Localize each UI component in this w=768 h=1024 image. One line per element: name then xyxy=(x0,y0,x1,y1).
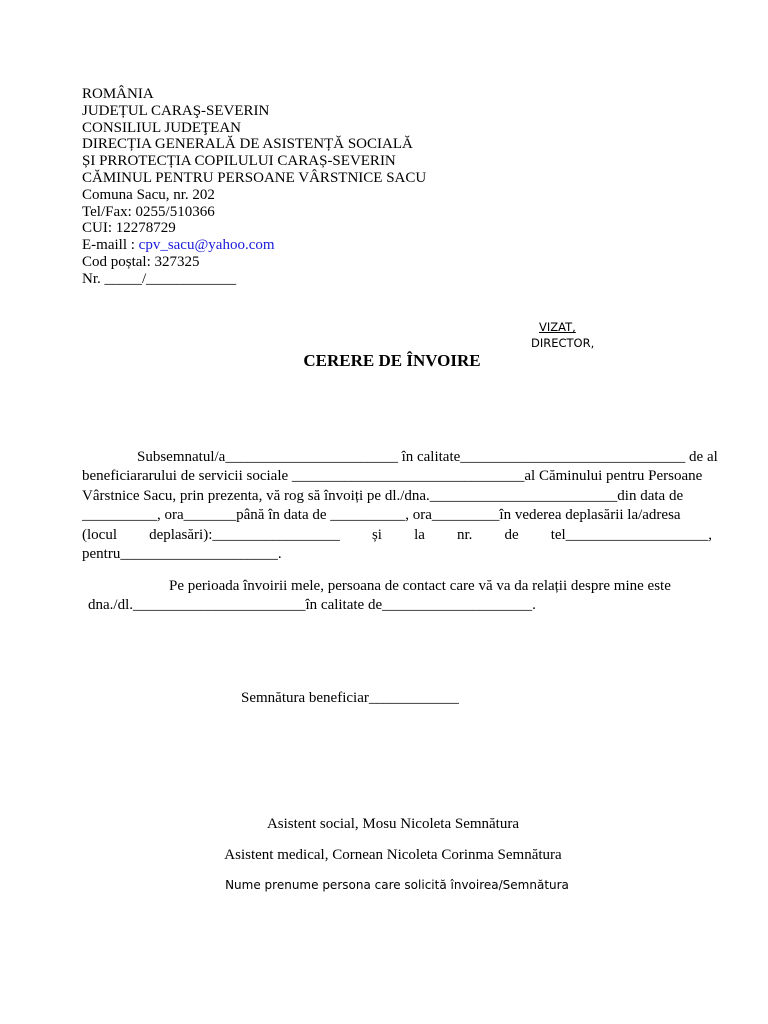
header-registration-number: Nr. _____/____________ xyxy=(82,270,237,287)
header-council: CONSILIUL JUDEŢEAN xyxy=(82,119,242,136)
director-label: DIRECTOR, xyxy=(531,336,595,350)
header-county: JUDEȚUL CARAŞ-SEVERIN xyxy=(82,102,270,119)
request-word: de xyxy=(504,526,519,543)
email-label: E-maill : xyxy=(82,237,139,254)
request-word: și xyxy=(371,526,382,543)
vizat-label: VIZAT, xyxy=(539,320,576,334)
request-line-6: pentru_____________________. xyxy=(82,546,282,563)
request-line-2: beneficiararului de servicii sociale _______________________________al Căminului pentru Persoane xyxy=(82,468,703,485)
header-directorate: DIRECȚIA GENERALĂ DE ASISTENȚĂ SOCIALĂ xyxy=(82,136,413,153)
header-phone: Tel/Fax: 0255/510366 xyxy=(82,203,215,220)
requester-signature: Nume prenume persona care solicită învoirea/Semnătura xyxy=(225,878,569,892)
request-line-1: Subsemnatul/a_______________________ în calitate______________________________ de al xyxy=(137,449,718,465)
header-postal-code: Cod poștal: 327325 xyxy=(82,253,200,270)
email-link[interactable]: cpv_sacu@yahoo.com xyxy=(138,237,275,254)
header-country: ROMÂNIA xyxy=(82,86,154,102)
institution-header xyxy=(82,86,426,288)
request-word: tel___________________, xyxy=(550,526,712,543)
request-line-4: __________, ora_______până în data de __________, ora_________în vederea deplasării la/adresa xyxy=(82,507,681,524)
header-elderly-home: CĂMINUL PENTRU PERSOANE VÂRSTNICE SACU xyxy=(82,169,427,186)
contact-line-1: Pe perioada învoirii mele, persoana de contact care vă va da relații despre mine este xyxy=(169,578,671,594)
social-assistant-signature: Asistent social, Mosu Nicoleta Semnătura xyxy=(266,816,520,832)
request-line-3: Vârstnice Sacu, prin prezenta, vă rog să învoiți pe dl./dna._________________________din data de xyxy=(82,487,684,504)
medical-assistant-signature: Asistent medical, Cornean Nicoleta Corinma Semnătura xyxy=(224,847,562,863)
header-address: Comuna Sacu, nr. 202 xyxy=(82,186,215,203)
contact-paragraph xyxy=(88,577,712,616)
header-cui: CUI: 12278729 xyxy=(82,220,176,237)
request-line-5 xyxy=(82,526,712,545)
contact-line-2: dna./dl._______________________în calitate de____________________. xyxy=(88,597,536,614)
header-email-line xyxy=(82,237,426,254)
request-word: la xyxy=(414,526,425,543)
request-word: (locul xyxy=(82,526,117,543)
request-paragraph xyxy=(82,448,718,564)
header-child-protection: ȘI PRROTECȚIA COPILULUI CARAȘ-SEVERIN xyxy=(82,153,396,170)
beneficiary-signature: Semnătura beneficiar____________ xyxy=(241,690,459,706)
document-title: CERERE DE ÎNVOIRE xyxy=(303,351,481,370)
request-word: deplasări):_________________ xyxy=(149,526,340,543)
request-word: nr. xyxy=(456,526,473,543)
